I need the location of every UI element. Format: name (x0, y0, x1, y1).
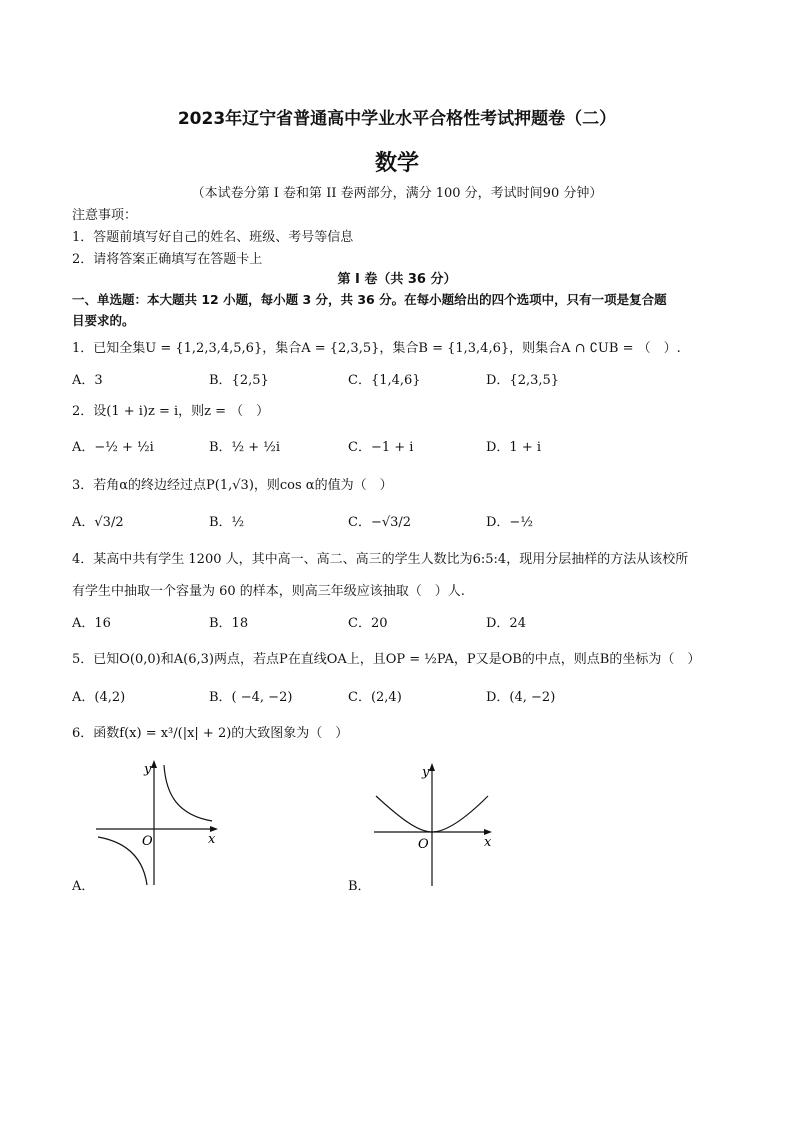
y-axis-label: y (422, 765, 430, 780)
notice-item: 1．答题前填写好自己的姓名、班级、考号等信息 (72, 230, 354, 245)
graph-a-svg (92, 755, 232, 890)
question-3-stem: 3．若角α的终边经过点P(1,√3)，则cos α的值为（ ） (72, 478, 393, 493)
y-axis-label: y (144, 762, 152, 777)
q6-option-a: A． (72, 879, 95, 894)
y-axis-arrow (151, 760, 157, 768)
section-intro-line1: 一、单选题：本大题共 12 小题，每小题 3 分，共 36 分。在每小题给出的四个选项中，只有一项是复合题 (72, 292, 667, 307)
q6-option-b: B． (348, 879, 371, 894)
q4-option-a: A．16 (72, 616, 111, 631)
section-intro-line2: 目要求的。 (72, 313, 135, 328)
q4-option-b: B．18 (209, 616, 249, 631)
question-4-stem-line1: 4．某高中共有学生 1200 人，其中高一、高二、高三的学生人数比为6:5:4，现用分层抽样的方法从该校所 (72, 552, 689, 567)
section-title: 第 I 卷（共 36 分） (337, 272, 457, 287)
origin-label: O (142, 834, 153, 849)
exam-title: 2023年辽宁省普通高中学业水平合格性考试押题卷（二） (177, 109, 617, 129)
subject-title: 数学 (374, 151, 419, 176)
question-2-stem: 2．设(1 + i)z = i，则z = （ ） (72, 404, 270, 419)
q5-option-c: C．(2,4) (348, 690, 402, 705)
q1-option-d: D．{2,3,5} (486, 373, 560, 388)
y-axis-arrow (429, 763, 435, 771)
q2-option-c: C．−1 + i (348, 440, 414, 455)
q3-option-b: B．½ (209, 515, 245, 530)
graph-b-svg (370, 758, 510, 890)
question-5-stem: 5．已知O(0,0)和A(6,3)两点，若点P在直线OA上，且OP = ½PA，P又是OB的中点，则点B的坐标为（ ） (72, 652, 701, 667)
graph-option-a (92, 755, 232, 890)
q4-option-d: D．24 (486, 616, 526, 631)
curve-left-branch (98, 837, 147, 885)
graph-option-b (370, 758, 510, 890)
question-6-stem: 6．函数f(x) = x³/(|x| + 2)的大致图象为（ ） (72, 726, 349, 741)
origin-label: O (418, 837, 429, 852)
q3-option-c: C．−√3/2 (348, 515, 412, 530)
exam-note: （本试卷分第 I 卷和第 II 卷两部分，满分 100 分，考试时间90 分钟） (191, 186, 603, 201)
q1-option-a: A．3 (72, 373, 103, 388)
curve-right-branch (164, 765, 212, 821)
question-1-stem: 1．已知全集U = {1,2,3,4,5,6}，集合A = {2,3,5}，集合B = {1,3,4,6}，则集合A ∩ ∁UB = （ ）. (72, 341, 681, 356)
q1-option-b: B．{2,5} (209, 373, 269, 388)
x-axis-label: x (208, 832, 216, 847)
q1-option-c: C．{1,4,6} (348, 373, 421, 388)
x-axis-label: x (484, 835, 492, 850)
q5-option-b: B．( −4, −2) (209, 690, 293, 705)
q2-option-d: D．1 + i (486, 440, 542, 455)
q5-option-a: A．(4,2) (72, 690, 126, 705)
notice-item: 2．请将答案正确填写在答题卡上 (72, 252, 263, 267)
q2-option-b: B．½ + ½i (209, 440, 281, 455)
q3-option-d: D．−½ (486, 515, 533, 530)
question-4-stem-line2: 有学生中抽取一个容量为 60 的样本，则高三年级应该抽取（ ）人. (72, 584, 465, 599)
q2-option-a: A．−½ + ½i (72, 440, 154, 455)
q3-option-a: A．√3/2 (72, 515, 124, 530)
notice-heading: 注意事项： (72, 208, 138, 223)
q5-option-d: D．(4, −2) (486, 690, 556, 705)
q4-option-c: C．20 (348, 616, 388, 631)
